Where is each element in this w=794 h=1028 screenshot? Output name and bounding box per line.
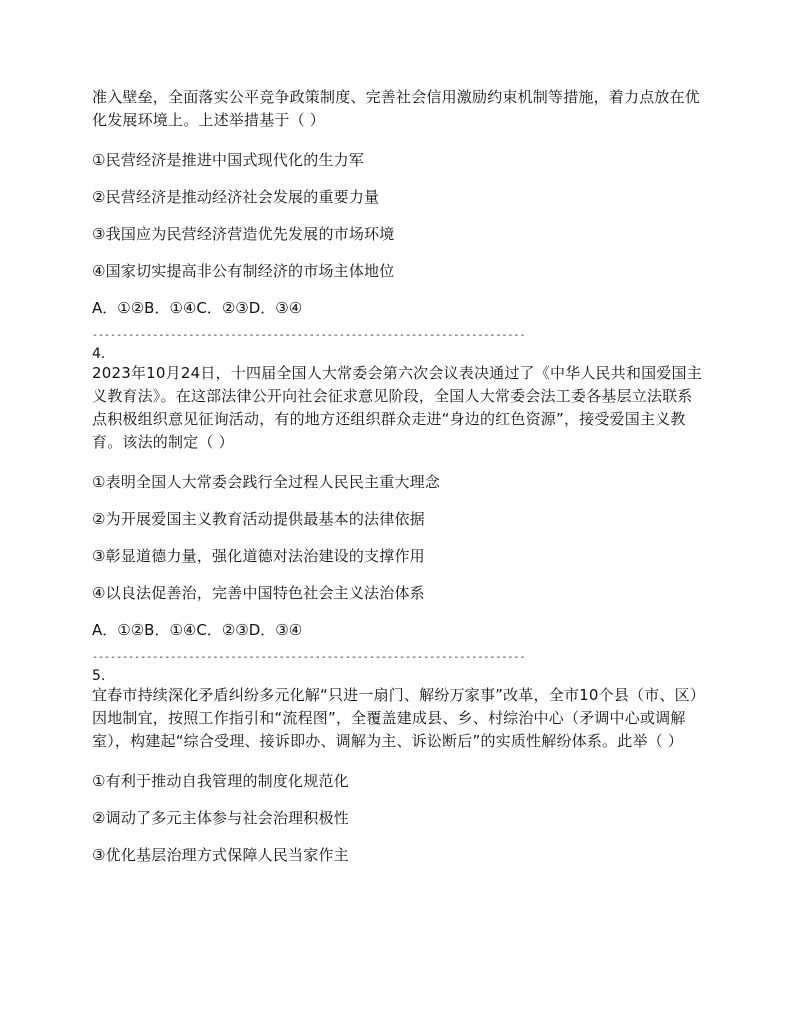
q4-stem: 2023年10月24日，十四届全国人大常委会第六次会议表决通过了《中华人民共和国爱国主义教育法》。在这部法律公开向社会征求意见阶段，全国人大常委会法工委各基层立法联系点积极组织意见征询活动，有的地方还组织群众走进“身边的红色资源”，接受爱国主义教育。该法的制定（ ）: [92, 364, 702, 451]
q4-option-3: ③彰显道德力量，强化道德对法治建设的支撑作用: [92, 547, 425, 565]
q5-number: 5.: [92, 668, 106, 684]
q3-option-2: ②民营经济是推动经济社会发展的重要力量: [92, 188, 380, 206]
document-page: [92, 86, 706, 865]
q4-option-1: ①表明全国人大常委会践行全过程人民民主重大理念: [92, 473, 441, 491]
q3-answer-choices: A．①②B．①④C．②③D．③④: [92, 299, 303, 317]
separator-line: ------------------------------------------------------------------------: [92, 330, 526, 341]
q5-option-1: ①有利于推动自我管理的制度化规范化: [92, 772, 349, 790]
q5-option-2: ②调动了多元主体参与社会治理积极性: [92, 809, 349, 827]
q3-option-3: ③我国应为民营经济营造优先发展的市场环境: [92, 225, 395, 243]
q3-option-4: ④国家切实提高非公有制经济的市场主体地位: [92, 262, 395, 280]
q4-answer-choices: A．①②B．①④C．②③D．③④: [92, 621, 303, 639]
q4-option-2: ②为开展爱国主义教育活动提供最基本的法律依据: [92, 510, 425, 528]
q4-number: 4.: [92, 346, 106, 362]
separator-line: ------------------------------------------------------------------------: [92, 652, 526, 663]
q5-option-3: ③优化基层治理方式保障人民当家作主: [92, 846, 349, 864]
q5-stem: 宜春市持续深化矛盾纠纷多元化解“只进一扇门、解纷万家事”改革，全市10个县（市、区）因地制宜，按照工作指引和“流程图”，全覆盖建成县、乡、村综治中心（矛调中心或调解室），构建起“综合受理、接诉即办、调解为主、诉讼断后”的实质性解纷体系。此举（ ）: [92, 686, 706, 750]
q3-stem: 准入壁垒，全面落实公平竞争政策制度、完善社会信用激励约束机制等措施，着力点放在优化发展环境上。上述举措基于（ ）: [92, 88, 701, 129]
q4-option-4: ④以良法促善治，完善中国特色社会主义法治体系: [92, 584, 425, 602]
q3-option-1: ①民营经济是推进中国式现代化的生力军: [92, 151, 365, 169]
